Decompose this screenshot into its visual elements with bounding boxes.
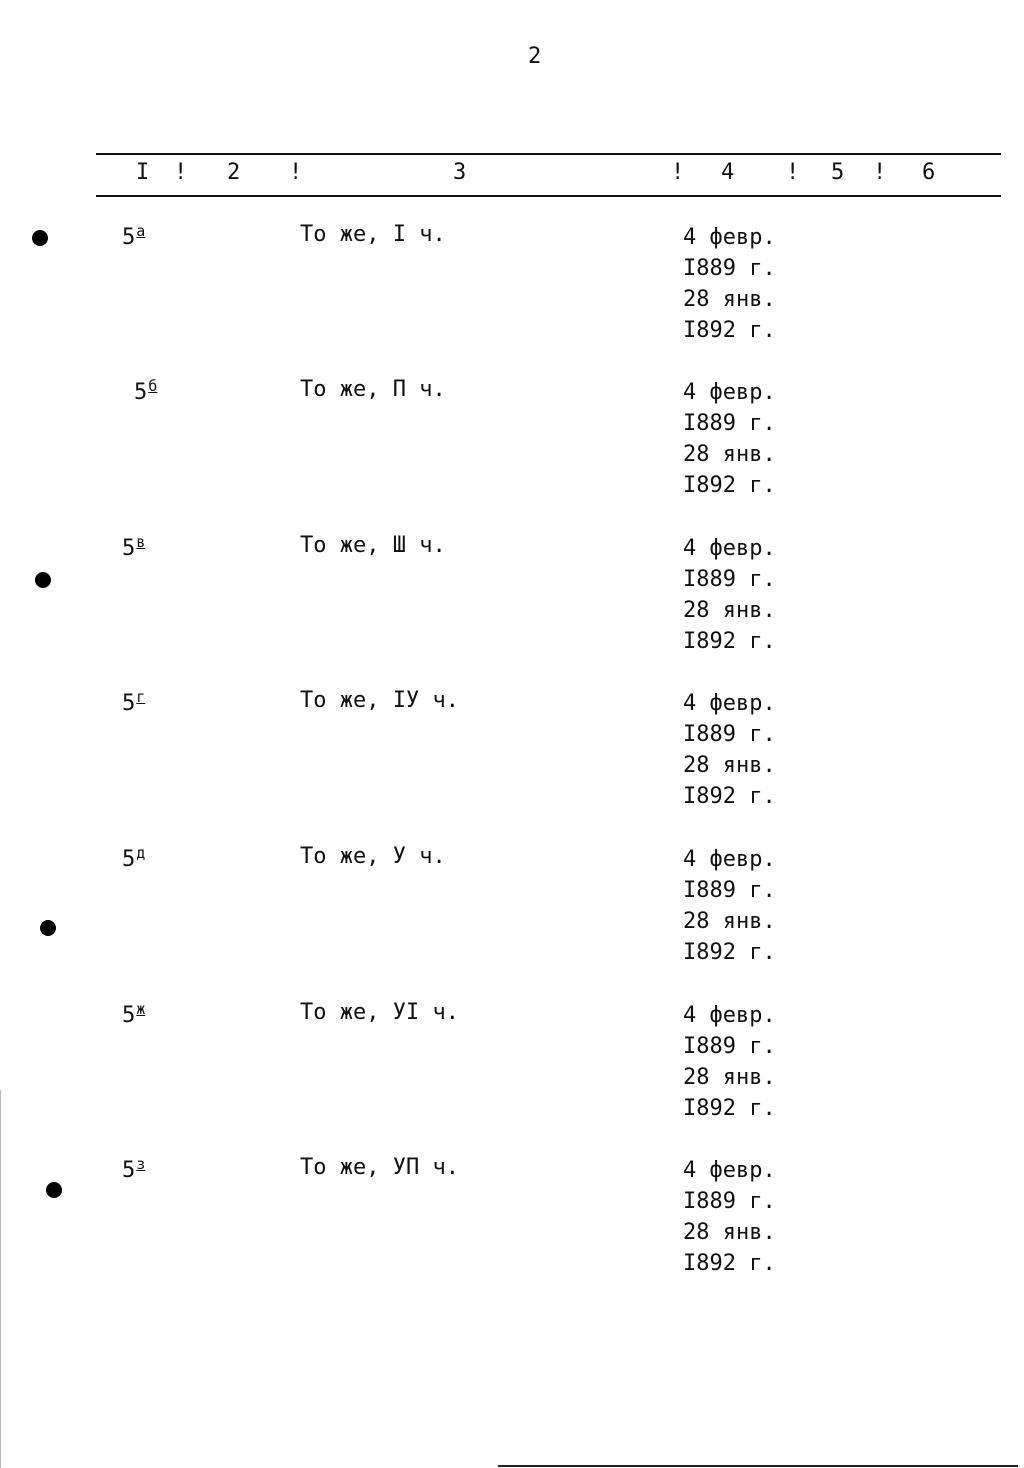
date-line: 4 февр. bbox=[683, 1003, 776, 1028]
item-dates bbox=[683, 222, 776, 346]
date-line: 28 янв. bbox=[683, 753, 776, 778]
item-number-main: 5 bbox=[122, 536, 136, 561]
date-line: I889 г. bbox=[683, 1034, 776, 1059]
item-number-suffix: д bbox=[136, 844, 146, 862]
header-separator: ! bbox=[873, 160, 887, 185]
date-line: 28 янв. bbox=[683, 1220, 776, 1245]
item-number-suffix: з bbox=[136, 1155, 146, 1173]
punch-hole-mark bbox=[32, 230, 48, 246]
punch-hole-mark bbox=[35, 572, 51, 588]
date-line: 4 февр. bbox=[683, 536, 776, 561]
item-dates bbox=[683, 1155, 776, 1279]
header-col-4: 4 bbox=[721, 160, 735, 185]
item-number-suffix: б bbox=[148, 377, 158, 395]
date-line: I892 г. bbox=[683, 629, 776, 654]
date-line: I892 г. bbox=[683, 473, 776, 498]
header-top-rule bbox=[96, 153, 1001, 155]
page-number: 2 bbox=[528, 44, 542, 69]
table-row bbox=[0, 688, 1024, 818]
date-line: 4 февр. bbox=[683, 691, 776, 716]
item-number bbox=[122, 1000, 145, 1028]
header-col-6: 6 bbox=[922, 160, 936, 185]
date-line: 28 янв. bbox=[683, 287, 776, 312]
date-line: I889 г. bbox=[683, 722, 776, 747]
punch-hole-mark bbox=[46, 1182, 62, 1198]
date-line: 4 февр. bbox=[683, 847, 776, 872]
item-number bbox=[122, 844, 145, 872]
date-line: I892 г. bbox=[683, 940, 776, 965]
item-number-main: 5 bbox=[122, 691, 136, 716]
item-number bbox=[134, 377, 157, 405]
date-line: I892 г. bbox=[683, 1096, 776, 1121]
left-margin-line bbox=[0, 1090, 1, 1468]
date-line: I892 г. bbox=[683, 1251, 776, 1276]
item-number bbox=[122, 1155, 145, 1183]
item-title: То же, I ч. bbox=[300, 222, 446, 247]
table-row bbox=[0, 1155, 1024, 1285]
date-line: I889 г. bbox=[683, 1189, 776, 1214]
date-line: I889 г. bbox=[683, 411, 776, 436]
header-col-3: 3 bbox=[453, 160, 467, 185]
item-number-suffix: а bbox=[136, 222, 146, 240]
header-separator: ! bbox=[786, 160, 800, 185]
item-dates bbox=[683, 844, 776, 968]
table-row bbox=[0, 533, 1024, 663]
header-separator: ! bbox=[174, 160, 188, 185]
table-row bbox=[0, 377, 1024, 507]
item-title: То же, У ч. bbox=[300, 844, 446, 869]
item-number-main: 5 bbox=[122, 1003, 136, 1028]
header-col-2: 2 bbox=[227, 160, 241, 185]
item-title: То же, П ч. bbox=[300, 377, 446, 402]
date-line: 28 янв. bbox=[683, 442, 776, 467]
item-number-main: 5 bbox=[134, 380, 148, 405]
date-line: I889 г. bbox=[683, 256, 776, 281]
item-number-main: 5 bbox=[122, 847, 136, 872]
item-number-main: 5 bbox=[122, 225, 136, 250]
header-separator: ! bbox=[289, 160, 303, 185]
date-line: 4 февр. bbox=[683, 380, 776, 405]
item-title: То же, Ш ч. bbox=[300, 533, 446, 558]
footer-rule bbox=[498, 1465, 1018, 1467]
date-line: 4 февр. bbox=[683, 225, 776, 250]
date-line: 28 янв. bbox=[683, 1065, 776, 1090]
item-title: То же, УП ч. bbox=[300, 1155, 459, 1180]
header-col-1: I bbox=[136, 160, 150, 185]
item-number bbox=[122, 222, 145, 250]
item-title: То же, IУ ч. bbox=[300, 688, 459, 713]
date-line: 28 янв. bbox=[683, 909, 776, 934]
header-separator: ! bbox=[671, 160, 685, 185]
date-line: 4 февр. bbox=[683, 1158, 776, 1183]
date-line: I889 г. bbox=[683, 878, 776, 903]
punch-hole-mark bbox=[40, 920, 56, 936]
item-dates bbox=[683, 1000, 776, 1124]
item-dates bbox=[683, 533, 776, 657]
date-line: I889 г. bbox=[683, 567, 776, 592]
header-bottom-rule bbox=[96, 195, 1001, 197]
item-number-suffix: в bbox=[136, 533, 146, 551]
date-line: I892 г. bbox=[683, 784, 776, 809]
table-row bbox=[0, 222, 1024, 352]
date-line: I892 г. bbox=[683, 318, 776, 343]
item-number-suffix: ж bbox=[136, 1000, 146, 1018]
item-dates bbox=[683, 688, 776, 812]
item-number-main: 5 bbox=[122, 1158, 136, 1183]
table-row bbox=[0, 844, 1024, 974]
item-number-suffix: г bbox=[136, 688, 146, 706]
item-dates bbox=[683, 377, 776, 501]
header-col-5: 5 bbox=[831, 160, 845, 185]
item-title: То же, УI ч. bbox=[300, 1000, 459, 1025]
date-line: 28 янв. bbox=[683, 598, 776, 623]
item-number bbox=[122, 688, 145, 716]
item-number bbox=[122, 533, 145, 561]
table-row bbox=[0, 1000, 1024, 1130]
